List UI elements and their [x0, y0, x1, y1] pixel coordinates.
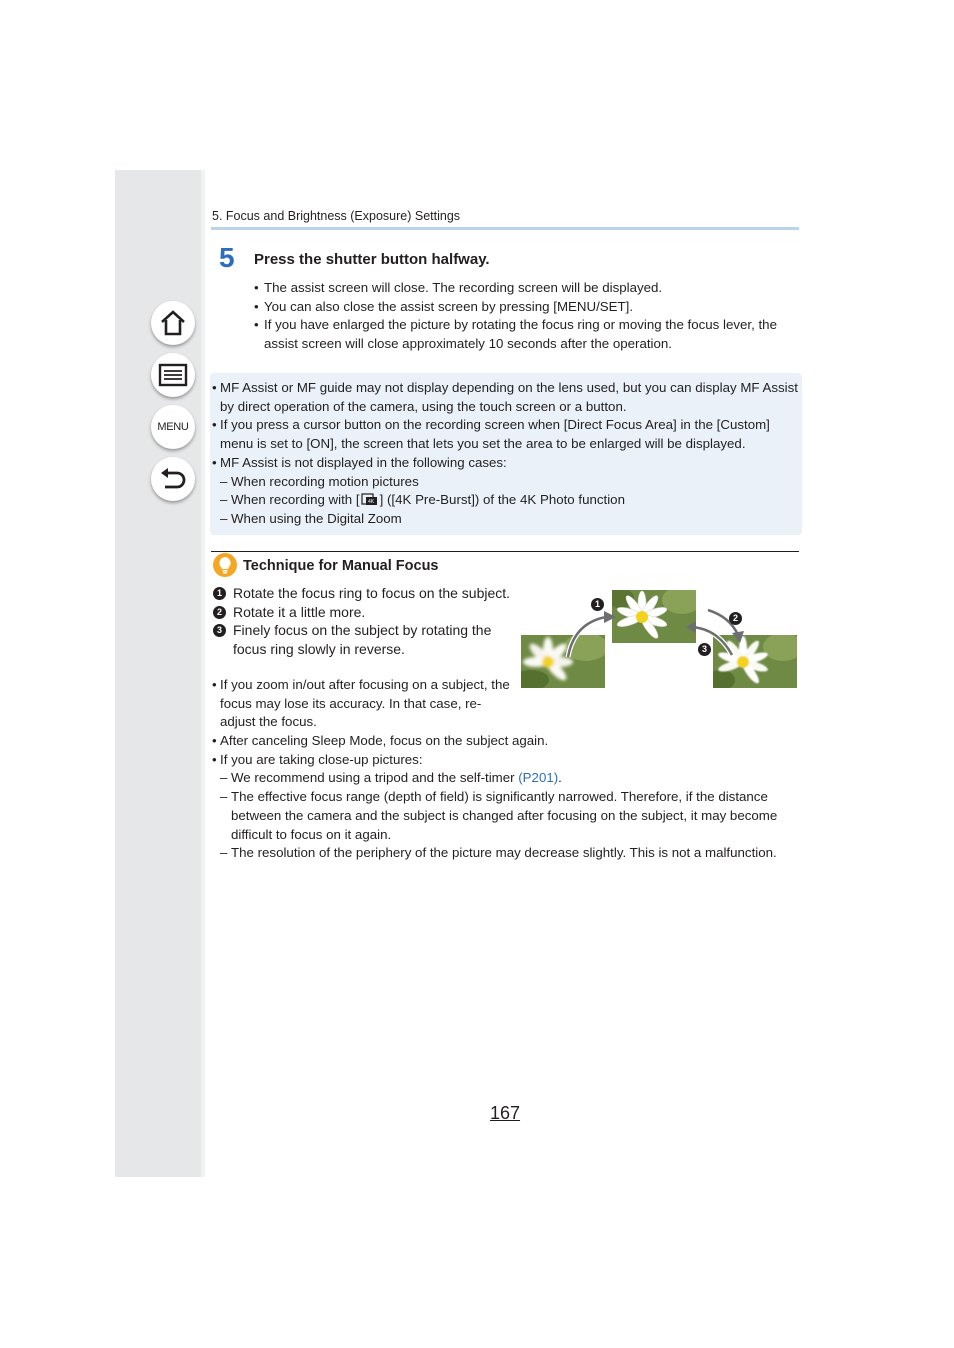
4k-pre-burst-icon — [361, 492, 379, 506]
page-number: 167 — [490, 1103, 521, 1123]
sidebar-edge — [201, 170, 205, 1177]
step-title: Press the shutter button halfway. — [254, 251, 490, 268]
closeup-dof: – The effective focus range (depth of field) is significantly narrowed. Therefore, if the distance between the camera and the subject is changed after focusing on the subject, it may become difficult to focus on it again. — [212, 788, 806, 844]
step-text: Rotate it a little more. — [233, 603, 366, 620]
header-rule — [211, 227, 799, 230]
note-case: – When using the Digital Zoom — [212, 510, 800, 529]
menu-label: MENU — [157, 421, 189, 433]
home-icon — [159, 309, 187, 337]
pic-label-2: 2 — [729, 612, 742, 625]
step-number-badge: 3 — [213, 624, 226, 637]
page-link-p201[interactable]: (P201) — [518, 770, 559, 786]
tripod-end: . — [558, 770, 562, 786]
note-item: • If you are taking close-up pictures: — [212, 751, 812, 770]
step-number-badge: 1 — [213, 587, 226, 600]
tripod-text: We recommend using a tripod and the self-timer — [231, 770, 519, 786]
tip-title: Technique for Manual Focus — [243, 558, 439, 574]
svg-text:4K: 4K — [367, 499, 374, 506]
step-text: Rotate the focus ring to focus on the subject. — [233, 585, 511, 601]
case-4k-before: When recording with [ — [231, 492, 360, 508]
contents-button[interactable] — [151, 353, 195, 397]
closeup-periphery: – The resolution of the periphery of the picture may decrease slightly. This is not a malfunction. — [212, 844, 812, 863]
back-arrow-icon — [158, 465, 188, 493]
step-number-badge: 2 — [213, 606, 226, 619]
note-item: • If you press a cursor button on the recording screen when [Direct Focus Area] in the [Custom] menu is set to [ON], the screen that lets you set the area to be enlarged will be displayed. — [212, 416, 800, 453]
note-item: • If you zoom in/out after focusing on a subject, the focus may lose its accuracy. In that case, re-adjust the focus. — [212, 676, 512, 732]
pic-label-3: 3 — [698, 643, 711, 656]
list-icon — [158, 363, 188, 387]
note-case: – When recording motion pictures — [212, 473, 800, 492]
pic-label-1: 1 — [591, 598, 604, 611]
case-4k-after: ] ([4K Pre-Burst]) of the 4K Photo function — [379, 492, 625, 508]
focus-arrows-icon — [560, 605, 750, 675]
lightbulb-icon — [213, 553, 237, 577]
home-button[interactable] — [151, 301, 195, 345]
technique-steps — [212, 584, 512, 658]
section-rule — [211, 551, 799, 552]
back-button[interactable] — [151, 457, 195, 501]
note-list — [212, 379, 800, 529]
technique-note — [212, 676, 512, 732]
note-item: • MF Assist is not displayed in the following cases: — [212, 454, 800, 473]
closeup-tripod — [212, 769, 812, 788]
bottom-notes — [212, 732, 812, 863]
technique-step-2 — [212, 603, 512, 622]
note-case-4k — [212, 491, 800, 510]
step-text: Finely focus on the subject by rotating the focus ring slowly in reverse. — [233, 622, 492, 657]
step-bullets — [254, 279, 800, 354]
step-number: 5 — [219, 242, 235, 273]
note-item: • After canceling Sleep Mode, focus on the subject again. — [212, 732, 812, 751]
list-item: • You can also close the assist screen by pressing [MENU/SET]. — [254, 298, 800, 317]
list-item: • The assist screen will close. The recording screen will be displayed. — [254, 279, 800, 298]
breadcrumb: 5. Focus and Brightness (Exposure) Settings — [212, 209, 461, 223]
technique-step-3 — [212, 621, 512, 658]
technique-step-1 — [212, 584, 512, 603]
note-item: • MF Assist or MF guide may not display depending on the lens used, but you can display MF Assist by direct operation of the camera, using the touch screen or a button. — [212, 379, 800, 416]
menu-button[interactable] — [151, 405, 195, 449]
list-item: • If you have enlarged the picture by rotating the focus ring or moving the focus lever, the assist screen will close approximately 10 seconds after the operation. — [254, 316, 800, 353]
